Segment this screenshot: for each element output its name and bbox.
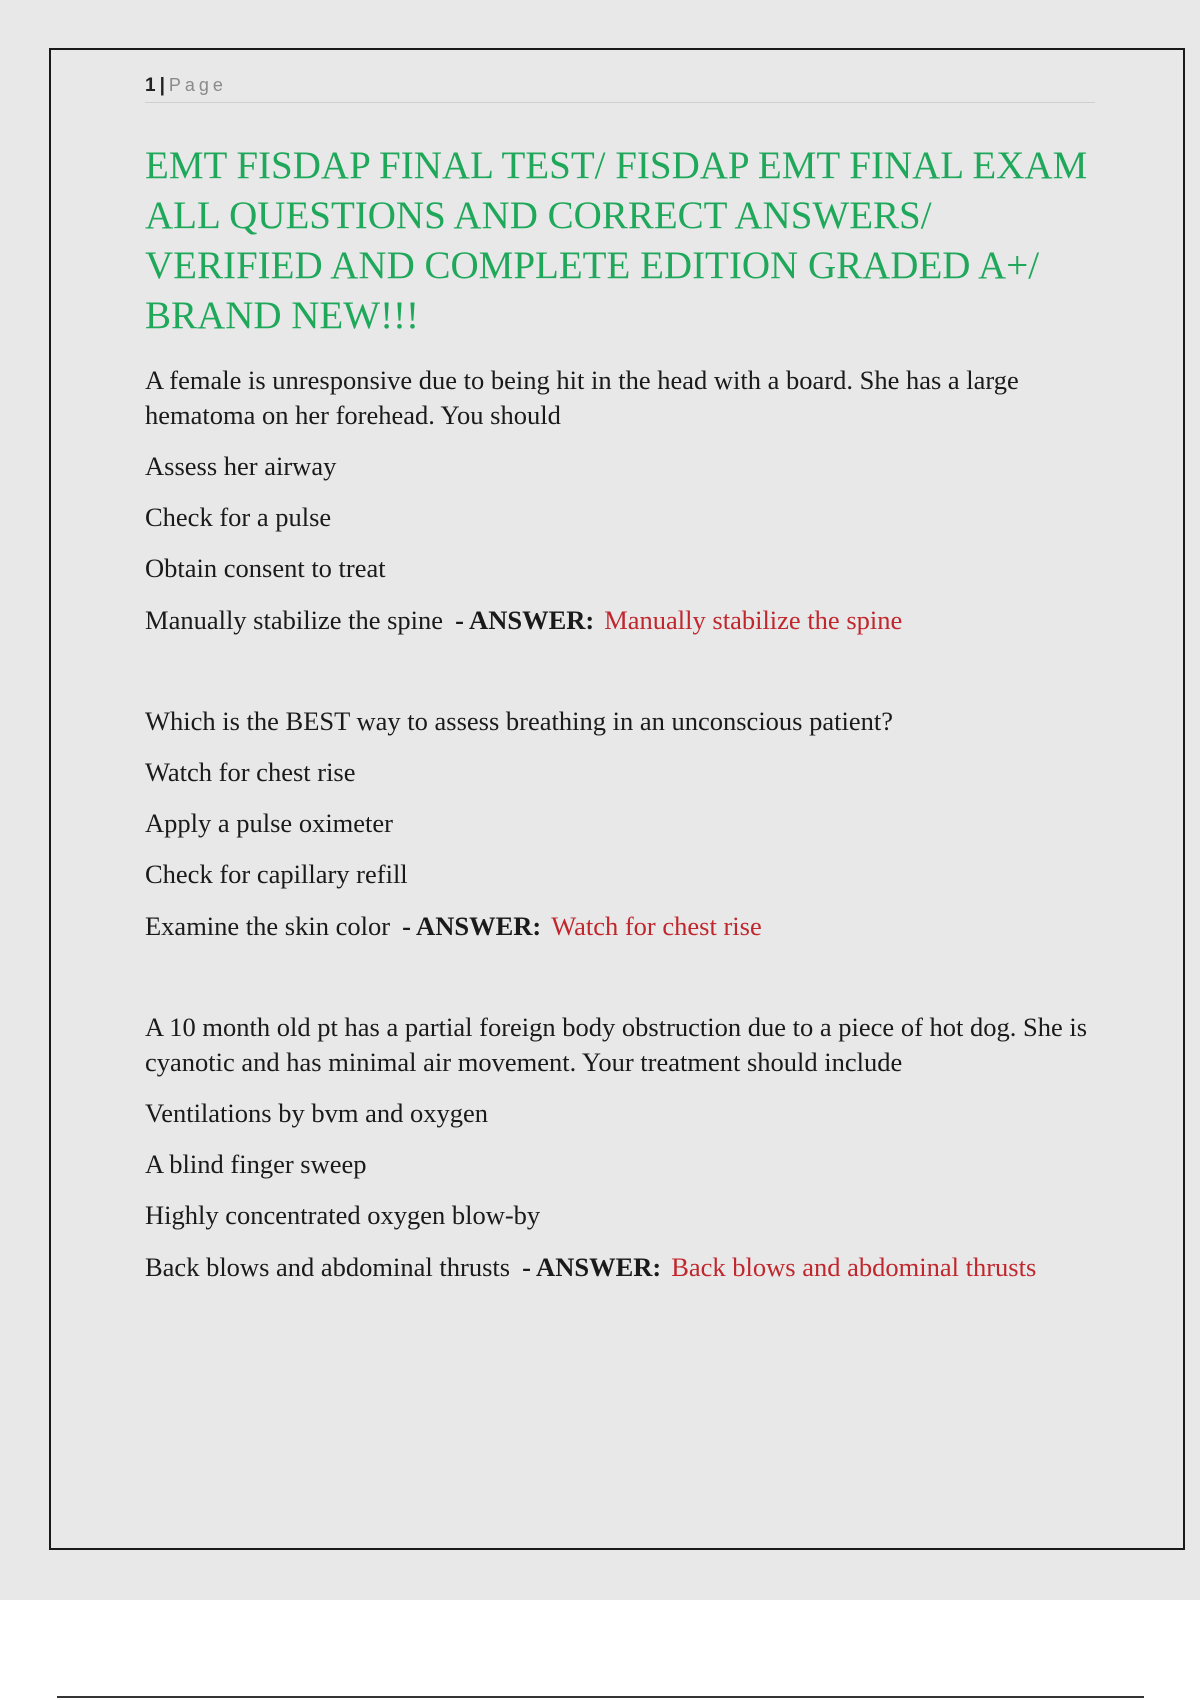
document-title: EMT FISDAP FINAL TEST/ FISDAP EMT FINAL EXAM ALL QUESTIONS AND CORRECT ANSWERS/ VERIFIED AND COMPLETE EDITION GRADED A+/ BRAND NEW!!! [145, 144, 1088, 337]
next-page-rule [57, 1696, 1144, 1698]
page-content [145, 68, 1095, 1285]
page-number: 1 [145, 75, 156, 96]
answer-option: Ventilations by bvm and oxygen [145, 1098, 488, 1128]
page-header-separator: | [159, 75, 165, 96]
answer-option: A blind finger sweep [145, 1149, 367, 1179]
answer-option: Highly concentrated oxygen blow-by [145, 1200, 541, 1230]
question-text: Which is the BEST way to assess breathing in an unconscious patient? [145, 706, 893, 736]
question-block [145, 363, 1095, 638]
correct-answer: Back blows and abdominal thrusts [671, 1252, 1037, 1282]
answer-option: Check for a pulse [145, 502, 332, 532]
question-block [145, 704, 1095, 944]
question-text: A 10 month old pt has a partial foreign body obstruction due to a piece of hot dog. She is cyanotic and has minimal air movement. Your treatment should include [145, 1012, 1088, 1077]
question-block [145, 1010, 1095, 1285]
answer-line [145, 602, 1095, 638]
answer-option: Back blows and abdominal thrusts [145, 1252, 511, 1282]
answer-line [145, 908, 1095, 944]
answer-option: Manually stabilize the spine [145, 605, 444, 635]
answer-marker: - ANSWER: [402, 911, 542, 941]
page-header [145, 68, 1095, 103]
page-label: Page [168, 75, 227, 95]
answer-line [145, 1249, 1095, 1285]
answer-option: Watch for chest rise [145, 757, 356, 787]
answer-option: Examine the skin color [145, 911, 391, 941]
answer-marker: - ANSWER: [455, 605, 595, 635]
answer-option: Check for capillary refill [145, 859, 408, 889]
correct-answer: Watch for chest rise [551, 911, 762, 941]
correct-answer: Manually stabilize the spine [604, 605, 903, 635]
question-text: A female is unresponsive due to being hit in the head with a board. She has a large hematoma on her forehead. You should [145, 365, 1019, 430]
answer-option: Apply a pulse oximeter [145, 808, 394, 838]
answer-marker: - ANSWER: [522, 1252, 662, 1282]
answer-option: Obtain consent to treat [145, 553, 386, 583]
answer-option: Assess her airway [145, 451, 337, 481]
